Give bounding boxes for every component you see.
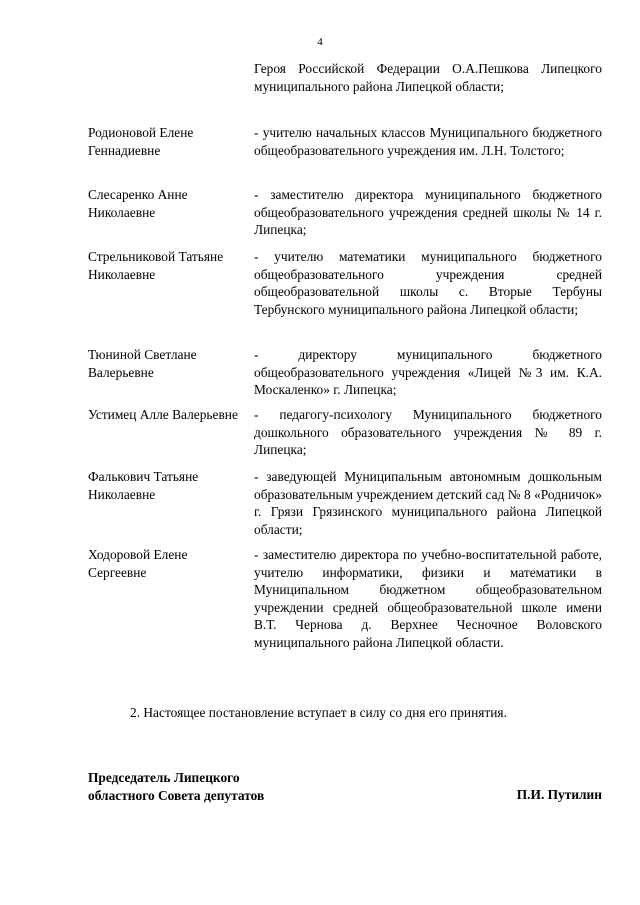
awardee-name: Тюниной Светлане Валерьевне	[88, 347, 197, 380]
awardee-name: Родионовой Елене Геннадиевне	[88, 125, 194, 158]
awardee-description: - педагогу-психологу Муниципального бюджетного дошкольного образовательного учреждения № 89 г. Липецка;	[254, 407, 602, 457]
awardee-description: - учителю начальных классов Муниципального бюджетного общеобразовательного учреждения им. Л.Н. Толстого;	[254, 125, 602, 158]
clause-2: 2. Настоящее постановление вступает в силу со дня его принятия.	[130, 705, 507, 720]
awardee-description: Героя Российской Федерации О.А.Пешкова Липецкого муниципального района Липецкой области;	[254, 61, 602, 94]
signature-title	[88, 769, 388, 804]
signature-name: П.И. Путилин	[516, 787, 602, 802]
signature-title-line1: Председатель Липецкого	[88, 770, 240, 785]
awardee-name: Фалькович Татьяне Николаевне	[88, 469, 199, 502]
signature-title-line2: областного Совета депутатов	[88, 787, 265, 803]
awardee-name: Стрельниковой Татьяне Николаевне	[88, 249, 224, 282]
awardee-description: - учителю математики муниципального бюджетного общеобразовательного учреждения средней общеобразовательной школы с. Вторые Тербуны Тербунского муниципального района Липецкой области;	[254, 249, 602, 317]
awardee-name: Слесаренко Анне Николаевне	[88, 187, 188, 220]
awardee-description: - заместителю директора по учебно-воспитательной работе, учителю информатики, физики и математики в Муниципальном бюджетном общеобразовательном учреждении средней общеобразовательной школе имени В.Т. Чернова д. Верхнее Чесночное Воловского муниципального района Липецкой области.	[254, 547, 602, 650]
awardee-description: - заведующей Муниципальным автономным дошкольным образовательным учреждением детский сад № 8 «Родничок» г. Грязи Грязинского муниципального района Липецкой области;	[254, 469, 602, 537]
page-number: 4	[317, 36, 323, 48]
awardee-name: Ходоровой Елене Сергеевне	[88, 547, 188, 580]
awardee-name: Устимец Алле Валерьевне	[88, 407, 238, 422]
awardee-description: - директору муниципального бюджетного общеобразовательного учреждения «Лицей №3 им. К.А. Москаленко» г. Липецка;	[254, 347, 602, 397]
awardee-description: - заместителю директора муниципального бюджетного общеобразовательного учреждения средней школы № 14 г. Липецка;	[254, 187, 602, 237]
